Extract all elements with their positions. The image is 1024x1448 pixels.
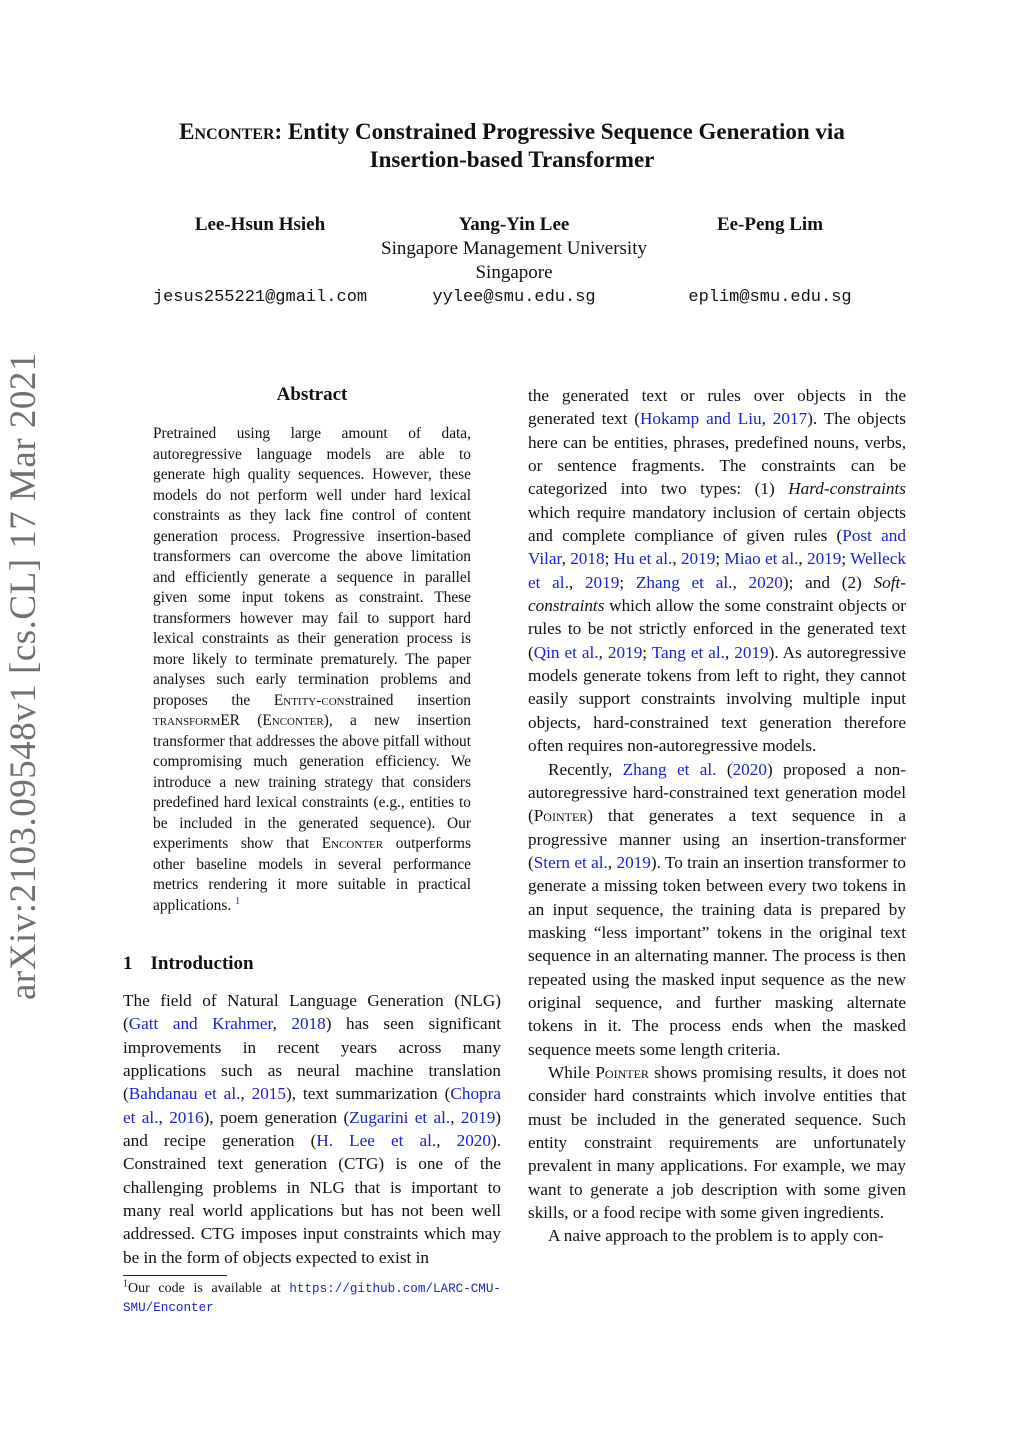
abstract-text: - — [316, 691, 322, 709]
text: which require mandatory inclusion of certain objects and complete compliance of given rules ( — [528, 502, 906, 546]
citation-link[interactable]: 2018 — [291, 1014, 326, 1034]
text: ; — [604, 549, 614, 569]
title-line1: : Entity Constrained Progressive Sequence Generation via — [274, 119, 845, 144]
abstract-text: ), a new insertion transformer that addresses the above pitfall without compromising much generation efficiency. We introduce a new training strategy that considers predefined hard lexical constraints (e.g., entities to be included in the generated sequence). Our experiments show that — [153, 712, 472, 852]
text: ); and (2) — [782, 572, 874, 592]
text: , — [607, 852, 617, 872]
section-title: Introduction — [150, 953, 254, 974]
footnote-number: 1 — [123, 1278, 128, 1290]
paragraph — [528, 758, 906, 1061]
citation-link[interactable]: 2019 — [680, 549, 716, 569]
author-name: Lee-Hsun Hsieh — [194, 214, 326, 235]
citation-link[interactable]: Zhang et al. — [635, 572, 733, 592]
affiliation-line1: Singapore Management University — [381, 238, 647, 259]
citation-link[interactable]: 2016 — [169, 1107, 204, 1127]
paragraph — [528, 1061, 906, 1224]
paragraph — [123, 989, 501, 1269]
text: ) proposed a non-autoregressive hard-constrained text generation model ( — [528, 759, 906, 826]
text: ). As autoregressive models generate tokens from left to right, they cannot easily support constraints involving multiple input objects, hard-constrained text generation therefore often requires non-autoregressive models. — [528, 642, 907, 756]
citation-link[interactable]: Chopra et al. — [123, 1084, 501, 1127]
author-name: Yang-Yin Lee — [458, 214, 570, 235]
pointer-name: Pointer — [533, 806, 588, 826]
enconter-name: Enconter — [321, 835, 384, 852]
text: , — [240, 1084, 252, 1104]
text: ( — [716, 759, 733, 779]
pointer-name: Pointer — [595, 1062, 649, 1082]
text: ). Constrained text generation (CTG) is one of the challenging problems in NLG that is important to many real world applications but has not been well addressed. CTG imposes input constraints which may be in the form of objects expected to exist in — [123, 1131, 501, 1267]
text: , — [561, 549, 571, 569]
citation-link[interactable]: 2020 — [456, 1131, 491, 1151]
text: ; — [619, 572, 636, 592]
abstract-smallcaps: cons — [321, 691, 351, 709]
citation-link[interactable]: 2019 — [734, 642, 769, 662]
text: ). The objects here can be entities, phrases, predefined nouns, verbs, or sentence fragments. The constraints can be categorized into two types: (1) — [528, 409, 906, 499]
footnote-text: Our code is available at — [128, 1281, 290, 1296]
abstract-smallcaps: ntity — [283, 691, 317, 709]
text: ) and recipe generation ( — [123, 1107, 502, 1151]
text: , — [568, 572, 585, 592]
abstract-text: outperforms other baseline models in several performance metrics rendering it more suitable in practical applications. — [153, 835, 471, 914]
title-acronym-end: er — [252, 119, 275, 144]
text: shows promising results, it does not consider hard constraints which involve entities that must be included in the generated sequence. Such entity constraint requirements are unfortunately prevalent in many applications. For example, we may want to generate a job description with some given skills, or a food recipe with some given ingredients. — [528, 1062, 907, 1223]
text: the generated text or rules over objects in the generated text ( — [528, 386, 906, 429]
text: ) has seen significant improvements in recent years across many applications such as neural machine translation ( — [123, 1014, 501, 1104]
citation-link[interactable]: Miao et al. — [724, 549, 799, 569]
text: The field of Natural Language Generation (NLG) ( — [123, 991, 501, 1034]
citation-link[interactable]: Welleck et al. — [528, 549, 907, 592]
citation-link[interactable]: Post and Vilar — [528, 526, 906, 569]
text: , — [272, 1014, 292, 1034]
text: , — [598, 642, 608, 662]
citation-link[interactable]: Tang et al. — [651, 642, 725, 662]
text: A naive approach to the problem is to apply con- — [548, 1226, 884, 1246]
text: ). To train an insertion transformer to generate a missing token between every two tokens in an input sequence, the training data is prepared by masking “less important” tokens in the original text sequence in an alternating manner. The process is then repeated using the masked input sequence as the new original sequence, and further masking alternate tokens in it. The process ends when the masked sequence meets some length criteria. — [528, 852, 906, 1059]
text: ), text summarization ( — [285, 1084, 451, 1104]
text: ; — [841, 549, 851, 569]
citation-link[interactable]: H. Lee et al. — [316, 1131, 437, 1151]
left-column-text — [123, 989, 501, 1269]
text: While — [548, 1062, 596, 1082]
citation-link[interactable]: Bahdanau et al. — [128, 1084, 241, 1104]
citation-link[interactable]: 2017 — [772, 409, 808, 429]
text: , — [672, 549, 681, 569]
citation-link[interactable]: 2019 — [460, 1107, 496, 1127]
paper-title — [110, 118, 914, 174]
footnote-divider — [123, 1275, 227, 1276]
citation-link[interactable]: 2019 — [616, 852, 651, 872]
text: ; — [715, 549, 725, 569]
title-acronym: Encont — [179, 119, 253, 144]
section-heading-introduction — [123, 953, 254, 975]
arxiv-identifier-stamp: arXiv:2103.09548v1 [cs.CL] 17 Mar 2021 — [3, 352, 44, 1000]
citation-link[interactable]: Gatt and Krahmer — [128, 1014, 273, 1034]
citation-link[interactable]: 2020 — [732, 759, 767, 779]
text: , — [732, 572, 749, 592]
citation-link[interactable]: Qin et al. — [533, 642, 599, 662]
citation-link[interactable]: 2020 — [748, 572, 783, 592]
paragraph — [528, 384, 906, 758]
abstract-body — [153, 424, 471, 916]
citation-link[interactable]: Stern et al. — [533, 852, 608, 872]
citation-link[interactable]: 2019 — [607, 642, 643, 662]
abstract-text: ER ( — [220, 712, 263, 729]
right-column-text — [528, 384, 906, 1248]
abstract-text: Pretrained using large amount of data, autoregressive language models are able to generate high quality sequences. However, these models do not perform well under hard lexical constraints as they lack fine control of content generation process. Progressive insertion-based transformers can overcome the above limitation and efficiently generate a sequence in parallel given some input tokens as constraint. These transformers however may fail to support hard lexical constraints as their generation process is more likely to terminate prematurely. The paper analyses such early termination problems and proposes the E — [153, 425, 471, 709]
citation-link[interactable]: Zugarini et al. — [349, 1107, 451, 1127]
text: ), poem generation ( — [203, 1107, 350, 1127]
citation-link[interactable]: 2015 — [251, 1084, 286, 1104]
citation-link[interactable]: Zhang et al. — [622, 759, 717, 779]
citation-link[interactable]: 2019 — [806, 549, 842, 569]
author-email[interactable]: eplim@smu.edu.sg — [688, 288, 852, 307]
emphasis: Hard-constraints — [788, 479, 906, 499]
text: , — [158, 1107, 170, 1127]
text: ; — [642, 642, 652, 662]
emphasis: Soft-constraints — [528, 572, 907, 616]
text: , — [450, 1107, 461, 1127]
text: , — [798, 549, 807, 569]
citation-link[interactable]: Hokamp and Liu — [640, 409, 762, 429]
paragraph — [528, 1224, 906, 1247]
author-email[interactable]: jesus255221@gmail.com — [152, 288, 368, 307]
author-email[interactable]: yylee@smu.edu.sg — [432, 288, 596, 307]
text: Recently, — [548, 759, 623, 779]
enconter-name: Enconter — [262, 712, 324, 729]
citation-link[interactable]: 2019 — [584, 572, 620, 592]
footnote — [123, 1280, 501, 1317]
text: ) that generates a text sequence in a progressive manner using an insertion-transformer ( — [528, 806, 906, 872]
text: , — [761, 409, 773, 429]
section-number: 1 — [123, 953, 133, 974]
text: , — [724, 642, 735, 662]
author-name: Ee-Peng Lim — [716, 214, 824, 235]
text: , — [436, 1131, 457, 1151]
title-line2: Insertion-based Transformer — [369, 147, 655, 172]
code-repository-link[interactable]: https://github.com/LARC-CMU-SMU/Enconter — [123, 1282, 501, 1315]
abstract-text: trained insertion — [350, 691, 472, 709]
citation-link[interactable]: 2018 — [570, 549, 605, 569]
abstract-smallcaps: transform — [153, 712, 221, 729]
text: which allow the some constraint objects or rules to be not strictly enforced in the generated text ( — [528, 596, 906, 662]
affiliation-line2: Singapore — [475, 262, 553, 283]
citation-link[interactable]: Hu et al. — [613, 549, 673, 569]
footnote-mark-link[interactable]: 1 — [235, 895, 241, 907]
abstract-heading: Abstract — [276, 384, 348, 405]
